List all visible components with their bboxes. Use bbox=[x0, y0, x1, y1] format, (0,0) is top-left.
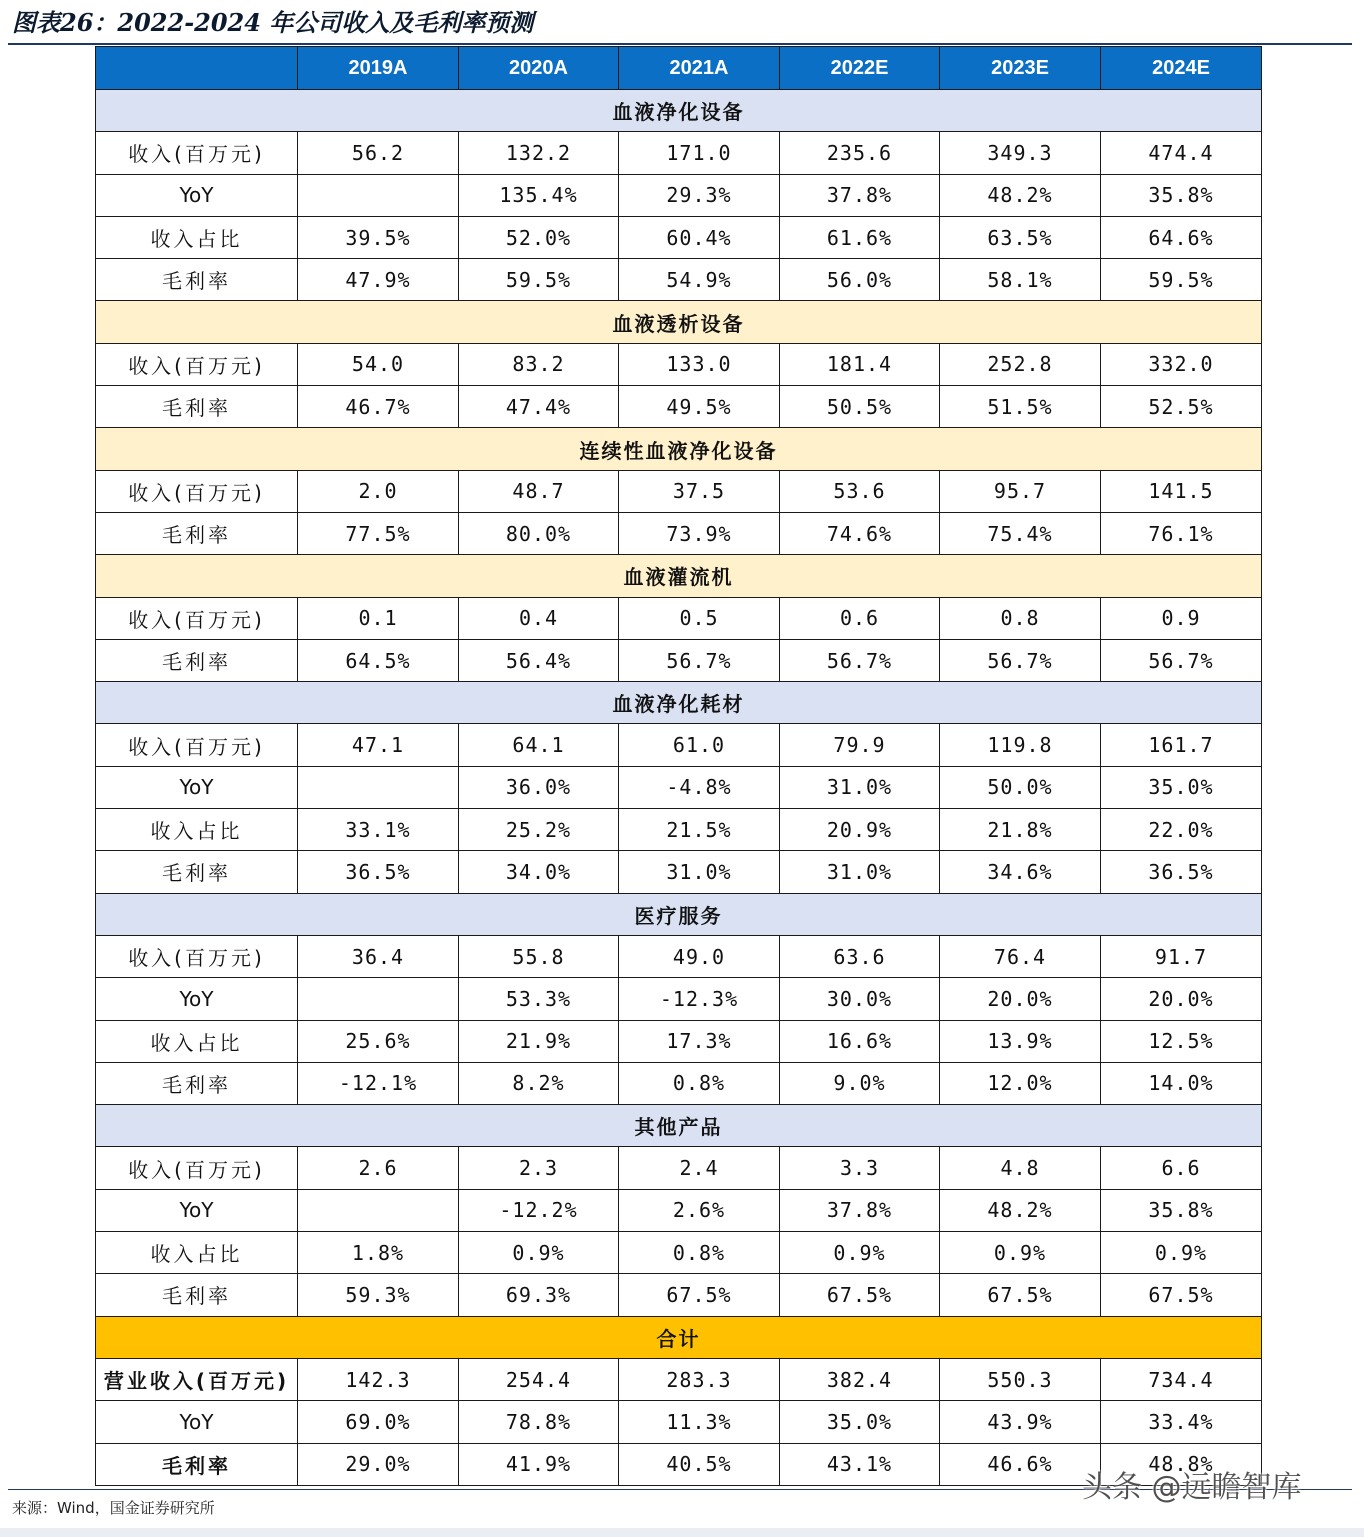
cell-value: 56.7% bbox=[940, 639, 1101, 681]
cell-value: 59.5% bbox=[1101, 259, 1262, 301]
cell-value bbox=[298, 174, 459, 216]
cell-value: -12.2% bbox=[459, 1189, 619, 1231]
cell-value: 332.0 bbox=[1101, 343, 1262, 385]
cell-value: 37.8% bbox=[780, 1189, 940, 1231]
header-2020a: 2020A bbox=[459, 47, 619, 90]
cell-value: 0.9% bbox=[940, 1232, 1101, 1274]
table-row bbox=[96, 1401, 1262, 1443]
cell-value: 6.6 bbox=[1101, 1147, 1262, 1189]
cell-value: 69.3% bbox=[459, 1274, 619, 1316]
section-row bbox=[96, 893, 1262, 935]
row-label: 收入占比 bbox=[96, 1020, 298, 1062]
table-row bbox=[96, 724, 1262, 766]
cell-value: 36.4 bbox=[298, 935, 459, 977]
cell-value: 35.0% bbox=[780, 1401, 940, 1443]
cell-value: -4.8% bbox=[619, 766, 780, 808]
cell-value: 36.5% bbox=[298, 851, 459, 893]
cell-value: 69.0% bbox=[298, 1401, 459, 1443]
table-row bbox=[96, 766, 1262, 808]
cell-value: 75.4% bbox=[940, 512, 1101, 554]
cell-value: 171.0 bbox=[619, 132, 780, 174]
cell-value: 0.9% bbox=[780, 1232, 940, 1274]
section-title: 合计 bbox=[96, 1316, 1262, 1358]
section-title: 医疗服务 bbox=[96, 893, 1262, 935]
cell-value: 61.6% bbox=[780, 216, 940, 258]
table-row bbox=[96, 1189, 1262, 1231]
row-label: 收入(百万元) bbox=[96, 935, 298, 977]
cell-value: 33.1% bbox=[298, 809, 459, 851]
cell-value: 9.0% bbox=[780, 1062, 940, 1104]
table-row bbox=[96, 1020, 1262, 1062]
cell-value: 11.3% bbox=[619, 1401, 780, 1443]
table-row bbox=[96, 809, 1262, 851]
table-row bbox=[96, 1274, 1262, 1316]
cell-value: 382.4 bbox=[780, 1358, 940, 1400]
section-title: 血液净化耗材 bbox=[96, 682, 1262, 724]
row-label: 毛利率 bbox=[96, 1062, 298, 1104]
cell-value: 0.6 bbox=[780, 597, 940, 639]
row-label: YoY bbox=[96, 174, 298, 216]
section-row bbox=[96, 1316, 1262, 1358]
cell-value: 36.5% bbox=[1101, 851, 1262, 893]
cell-value: 135.4% bbox=[459, 174, 619, 216]
cell-value bbox=[298, 766, 459, 808]
cell-value: 0.8% bbox=[619, 1062, 780, 1104]
cell-value: 0.5 bbox=[619, 597, 780, 639]
cell-value: -12.1% bbox=[298, 1062, 459, 1104]
section-row bbox=[96, 428, 1262, 470]
row-label: 收入(百万元) bbox=[96, 724, 298, 766]
cell-value: 25.6% bbox=[298, 1020, 459, 1062]
row-label: 收入占比 bbox=[96, 809, 298, 851]
table-row bbox=[96, 132, 1262, 174]
cell-value: 56.0% bbox=[780, 259, 940, 301]
cell-value: 74.6% bbox=[780, 512, 940, 554]
cell-value: 63.5% bbox=[940, 216, 1101, 258]
cell-value: 64.5% bbox=[298, 639, 459, 681]
cell-value: 46.6% bbox=[940, 1443, 1101, 1485]
cell-value: 132.2 bbox=[459, 132, 619, 174]
cell-value: 8.2% bbox=[459, 1062, 619, 1104]
row-label: 毛利率 bbox=[96, 851, 298, 893]
section-title: 血液透析设备 bbox=[96, 301, 1262, 343]
table-body bbox=[96, 90, 1262, 1486]
revenue-margin-table bbox=[95, 46, 1262, 1486]
cell-value: 20.9% bbox=[780, 809, 940, 851]
cell-value: 2.6% bbox=[619, 1189, 780, 1231]
watermark: 头条 @远瞻智库 bbox=[1082, 1470, 1302, 1505]
cell-value: 76.1% bbox=[1101, 512, 1262, 554]
table-row bbox=[96, 216, 1262, 258]
cell-value: 35.0% bbox=[1101, 766, 1262, 808]
row-label: 毛利率 bbox=[96, 512, 298, 554]
cell-value: 283.3 bbox=[619, 1358, 780, 1400]
cell-value: 181.4 bbox=[780, 343, 940, 385]
cell-value: 48.2% bbox=[940, 1189, 1101, 1231]
cell-value: 20.0% bbox=[1101, 978, 1262, 1020]
cell-value: 12.5% bbox=[1101, 1020, 1262, 1062]
table-row bbox=[96, 1232, 1262, 1274]
cell-value: 67.5% bbox=[940, 1274, 1101, 1316]
cell-value: 54.0 bbox=[298, 343, 459, 385]
cell-value: 349.3 bbox=[940, 132, 1101, 174]
cell-value: 56.2 bbox=[298, 132, 459, 174]
cell-value: 133.0 bbox=[619, 343, 780, 385]
cell-value: 54.9% bbox=[619, 259, 780, 301]
cell-value: 34.6% bbox=[940, 851, 1101, 893]
section-row bbox=[96, 90, 1262, 132]
section-row bbox=[96, 555, 1262, 597]
table-row bbox=[96, 851, 1262, 893]
cell-value: 47.1 bbox=[298, 724, 459, 766]
row-label: YoY bbox=[96, 1401, 298, 1443]
cell-value: 4.8 bbox=[940, 1147, 1101, 1189]
cell-value: 119.8 bbox=[940, 724, 1101, 766]
cell-value: 63.6 bbox=[780, 935, 940, 977]
cell-value: 80.0% bbox=[459, 512, 619, 554]
cell-value: 30.0% bbox=[780, 978, 940, 1020]
header-2019a: 2019A bbox=[298, 47, 459, 90]
cell-value: 37.8% bbox=[780, 174, 940, 216]
cell-value: 39.5% bbox=[298, 216, 459, 258]
cell-value: 56.7% bbox=[619, 639, 780, 681]
cell-value: 254.4 bbox=[459, 1358, 619, 1400]
row-label: YoY bbox=[96, 1189, 298, 1231]
cell-value: 0.9 bbox=[1101, 597, 1262, 639]
cell-value: 55.8 bbox=[459, 935, 619, 977]
section-title: 血液净化设备 bbox=[96, 90, 1262, 132]
row-label: 收入占比 bbox=[96, 216, 298, 258]
cell-value: 52.0% bbox=[459, 216, 619, 258]
cell-value: 20.0% bbox=[940, 978, 1101, 1020]
cell-value: 22.0% bbox=[1101, 809, 1262, 851]
cell-value: 31.0% bbox=[780, 766, 940, 808]
cell-value: 161.7 bbox=[1101, 724, 1262, 766]
cell-value: 0.4 bbox=[459, 597, 619, 639]
cell-value: 60.4% bbox=[619, 216, 780, 258]
cell-value: 64.1 bbox=[459, 724, 619, 766]
cell-value: 53.3% bbox=[459, 978, 619, 1020]
cell-value: 35.8% bbox=[1101, 1189, 1262, 1231]
cell-value: 56.7% bbox=[1101, 639, 1262, 681]
cell-value: 31.0% bbox=[780, 851, 940, 893]
cell-value: 31.0% bbox=[619, 851, 780, 893]
cell-value: 2.0 bbox=[298, 470, 459, 512]
cell-value: 734.4 bbox=[1101, 1358, 1262, 1400]
cell-value: 2.6 bbox=[298, 1147, 459, 1189]
cell-value: 21.9% bbox=[459, 1020, 619, 1062]
cell-value: 17.3% bbox=[619, 1020, 780, 1062]
table-row bbox=[96, 386, 1262, 428]
table-row bbox=[96, 597, 1262, 639]
cell-value: 43.9% bbox=[940, 1401, 1101, 1443]
cell-value: 2.4 bbox=[619, 1147, 780, 1189]
table-row bbox=[96, 259, 1262, 301]
cell-value: 61.0 bbox=[619, 724, 780, 766]
row-label: 收入(百万元) bbox=[96, 597, 298, 639]
cell-value: 550.3 bbox=[940, 1358, 1101, 1400]
cell-value: 0.9% bbox=[1101, 1232, 1262, 1274]
section-title: 连续性血液净化设备 bbox=[96, 428, 1262, 470]
section-title: 血液灌流机 bbox=[96, 555, 1262, 597]
table-row bbox=[96, 1358, 1262, 1400]
row-label: 毛利率 bbox=[96, 386, 298, 428]
cell-value: 14.0% bbox=[1101, 1062, 1262, 1104]
cell-value: 12.0% bbox=[940, 1062, 1101, 1104]
cell-value: 0.8% bbox=[619, 1232, 780, 1274]
row-label: 收入(百万元) bbox=[96, 470, 298, 512]
cell-value: 25.2% bbox=[459, 809, 619, 851]
cell-value: 53.6 bbox=[780, 470, 940, 512]
section-row bbox=[96, 682, 1262, 724]
row-label: 收入占比 bbox=[96, 1232, 298, 1274]
section-title: 其他产品 bbox=[96, 1105, 1262, 1147]
table-row bbox=[96, 174, 1262, 216]
cell-value: 79.9 bbox=[780, 724, 940, 766]
cell-value: -12.3% bbox=[619, 978, 780, 1020]
cell-value: 49.0 bbox=[619, 935, 780, 977]
table-row bbox=[96, 470, 1262, 512]
cell-value: 95.7 bbox=[940, 470, 1101, 512]
table-row bbox=[96, 978, 1262, 1020]
cell-value: 67.5% bbox=[1101, 1274, 1262, 1316]
cell-value: 1.8% bbox=[298, 1232, 459, 1274]
cell-value: 0.8 bbox=[940, 597, 1101, 639]
cell-value: 141.5 bbox=[1101, 470, 1262, 512]
cell-value: 48.2% bbox=[940, 174, 1101, 216]
cell-value: 40.5% bbox=[619, 1443, 780, 1485]
cell-value: 50.5% bbox=[780, 386, 940, 428]
row-label: 毛利率 bbox=[96, 1443, 298, 1485]
cell-value: 21.8% bbox=[940, 809, 1101, 851]
cell-value: 35.8% bbox=[1101, 174, 1262, 216]
cell-value: 51.5% bbox=[940, 386, 1101, 428]
cell-value: 36.0% bbox=[459, 766, 619, 808]
cell-value: 0.1 bbox=[298, 597, 459, 639]
cell-value: 52.5% bbox=[1101, 386, 1262, 428]
title-rule bbox=[8, 43, 1352, 45]
cell-value: 91.7 bbox=[1101, 935, 1262, 977]
cell-value: 29.3% bbox=[619, 174, 780, 216]
cell-value: 56.4% bbox=[459, 639, 619, 681]
row-label: 毛利率 bbox=[96, 1274, 298, 1316]
table-row bbox=[96, 1062, 1262, 1104]
cell-value: 0.9% bbox=[459, 1232, 619, 1274]
row-label: 收入(百万元) bbox=[96, 1147, 298, 1189]
table-row bbox=[96, 639, 1262, 681]
cell-value: 49.5% bbox=[619, 386, 780, 428]
cell-value: 67.5% bbox=[780, 1274, 940, 1316]
cell-value: 47.9% bbox=[298, 259, 459, 301]
cell-value: 58.1% bbox=[940, 259, 1101, 301]
cell-value: 56.7% bbox=[780, 639, 940, 681]
figure-title: 图表26：2022-2024 年公司收入及毛利率预测 bbox=[12, 8, 534, 37]
cell-value: 235.6 bbox=[780, 132, 940, 174]
cell-value: 43.1% bbox=[780, 1443, 940, 1485]
bottom-band bbox=[0, 1528, 1364, 1537]
cell-value: 48.7 bbox=[459, 470, 619, 512]
cell-value: 34.0% bbox=[459, 851, 619, 893]
cell-value: 48.8% bbox=[1101, 1443, 1262, 1485]
cell-value: 78.8% bbox=[459, 1401, 619, 1443]
cell-value: 83.2 bbox=[459, 343, 619, 385]
cell-value: 47.4% bbox=[459, 386, 619, 428]
table-row bbox=[96, 935, 1262, 977]
cell-value: 3.3 bbox=[780, 1147, 940, 1189]
cell-value: 76.4 bbox=[940, 935, 1101, 977]
row-label: 毛利率 bbox=[96, 639, 298, 681]
cell-value: 21.5% bbox=[619, 809, 780, 851]
source-note: 来源：Wind，国金证券研究所 bbox=[12, 1499, 215, 1517]
cell-value: 59.3% bbox=[298, 1274, 459, 1316]
cell-value: 67.5% bbox=[619, 1274, 780, 1316]
cell-value: 474.4 bbox=[1101, 132, 1262, 174]
header-2023e: 2023E bbox=[940, 47, 1101, 90]
row-label: 毛利率 bbox=[96, 259, 298, 301]
table-row bbox=[96, 343, 1262, 385]
cell-value: 64.6% bbox=[1101, 216, 1262, 258]
cell-value: 33.4% bbox=[1101, 1401, 1262, 1443]
row-label: 收入(百万元) bbox=[96, 132, 298, 174]
cell-value bbox=[298, 978, 459, 1020]
table-row bbox=[96, 512, 1262, 554]
header-2024e: 2024E bbox=[1101, 47, 1262, 90]
cell-value: 77.5% bbox=[298, 512, 459, 554]
row-label: YoY bbox=[96, 766, 298, 808]
cell-value: 13.9% bbox=[940, 1020, 1101, 1062]
header-2021a: 2021A bbox=[619, 47, 780, 90]
row-label: 营业收入(百万元) bbox=[96, 1358, 298, 1400]
cell-value: 29.0% bbox=[298, 1443, 459, 1485]
cell-value: 50.0% bbox=[940, 766, 1101, 808]
table-row bbox=[96, 1147, 1262, 1189]
cell-value: 73.9% bbox=[619, 512, 780, 554]
row-label: YoY bbox=[96, 978, 298, 1020]
header-row bbox=[96, 47, 1262, 90]
cell-value: 59.5% bbox=[459, 259, 619, 301]
cell-value: 41.9% bbox=[459, 1443, 619, 1485]
section-row bbox=[96, 1105, 1262, 1147]
header-corner bbox=[96, 47, 298, 90]
cell-value: 37.5 bbox=[619, 470, 780, 512]
cell-value: 252.8 bbox=[940, 343, 1101, 385]
cell-value: 16.6% bbox=[780, 1020, 940, 1062]
cell-value: 2.3 bbox=[459, 1147, 619, 1189]
row-label: 收入(百万元) bbox=[96, 343, 298, 385]
section-row bbox=[96, 301, 1262, 343]
header-2022e: 2022E bbox=[780, 47, 940, 90]
cell-value: 142.3 bbox=[298, 1358, 459, 1400]
cell-value bbox=[298, 1189, 459, 1231]
cell-value: 46.7% bbox=[298, 386, 459, 428]
